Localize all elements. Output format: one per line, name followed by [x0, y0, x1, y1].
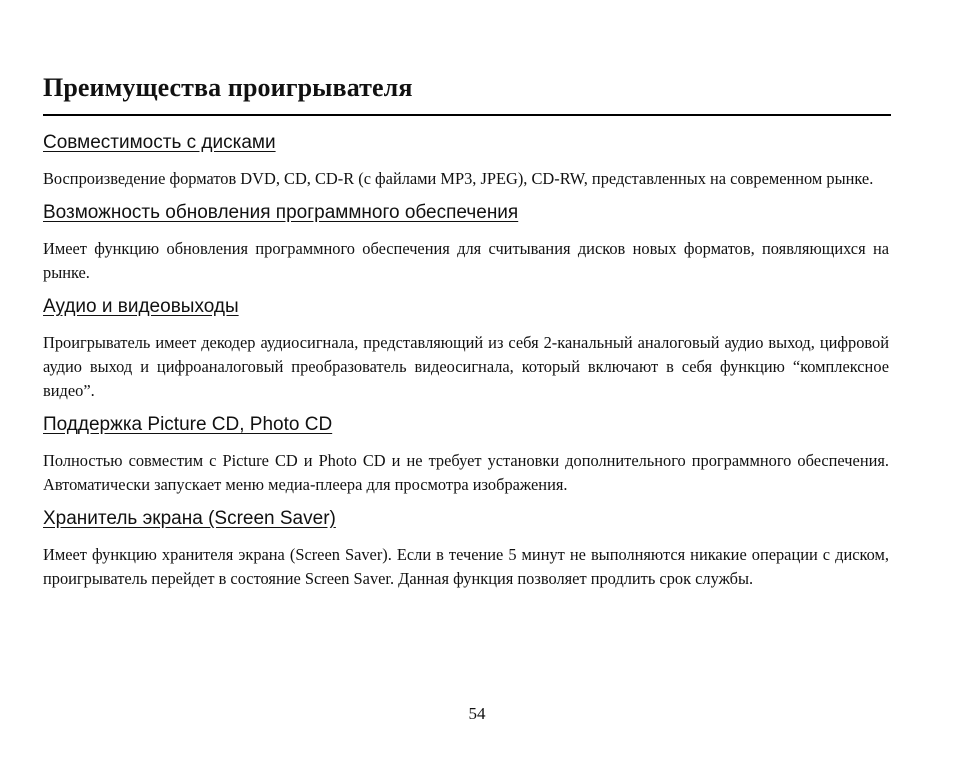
section-heading: Поддержка Picture CD, Photo CD [43, 414, 333, 435]
section-audio-video-outputs [43, 294, 889, 403]
section-body: Имеет функцию хранителя экрана (Screen Saver). Если в течение 5 минут не выполняются никакие операции с диском, проигрыватель перейдет в состояние Screen Saver. Данная функция позволяет продлить срок службы. [43, 545, 889, 588]
section-disc-compatibility [43, 130, 889, 191]
page-title: Преимущества проигрывателя [43, 73, 413, 102]
section-heading: Совместимость с дисками [43, 132, 276, 153]
section-body: Полностью совместим с Picture CD и Photo CD и не требует установки дополнительного программного обеспечения. Автоматически запускает меню медиа-плеера для просмотра изображения. [43, 451, 889, 494]
page-number: 54 [468, 704, 486, 723]
section-screen-saver [43, 506, 889, 591]
page-content [43, 130, 889, 600]
section-software-update [43, 200, 889, 285]
section-picture-cd-support [43, 412, 889, 497]
section-heading: Аудио и видеовыходы [43, 296, 239, 317]
section-body: Проигрыватель имеет декодер аудиосигнала, представляющий из себя 2-канальный аналоговый аудио выход, цифровой аудио выход и цифроаналоговый преобразователь видеосигнала, который включают в себя функцию “комплексное видео”. [43, 333, 889, 400]
section-body: Имеет функцию обновления программного обеспечения для считывания дисков новых форматов, появляющихся на рынке. [43, 239, 889, 282]
section-heading: Хранитель экрана (Screen Saver) [43, 508, 336, 529]
title-divider [43, 114, 891, 116]
section-heading: Возможность обновления программного обеспечения [43, 202, 519, 223]
section-body: Воспроизведение форматов DVD, CD, CD-R (с файлами MP3, JPEG), CD-RW, представленных на современном рынке. [43, 169, 874, 188]
